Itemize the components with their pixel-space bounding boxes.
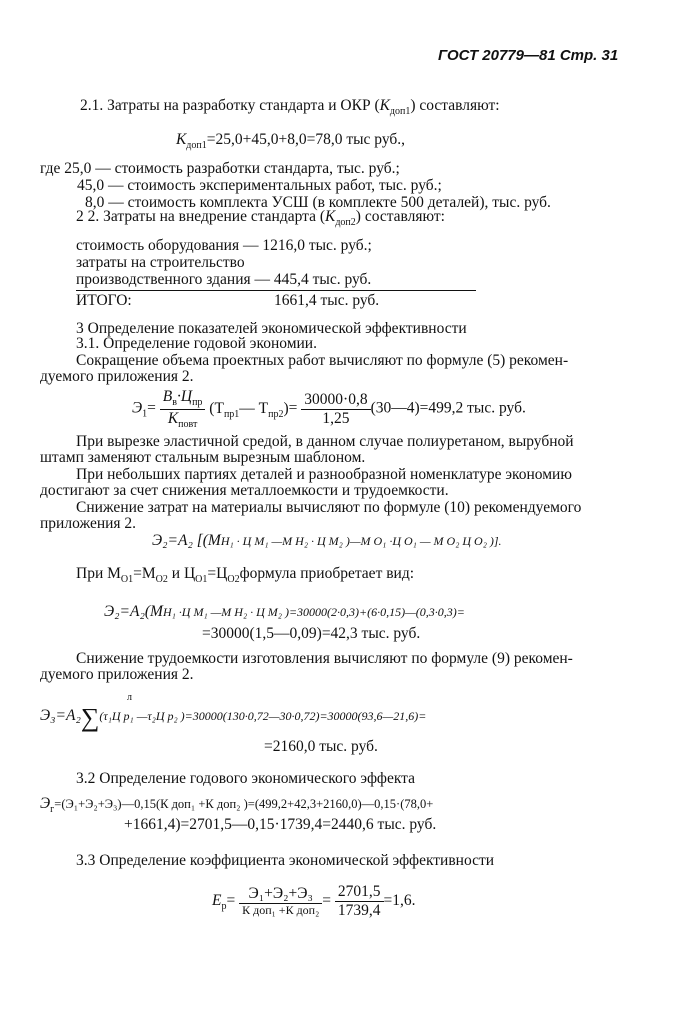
p5-a: При M <box>76 565 121 582</box>
e1-mid-open: (Т <box>209 399 224 417</box>
e1-mid-sub1 <box>224 409 239 420</box>
e5-lhs: Э <box>40 795 51 812</box>
e1-den-k: К <box>167 409 179 427</box>
e5-lhs-sub: г <box>50 804 55 815</box>
para-6a: Снижение трудоемкости изготовления вычисляют по формуле (9) рекомен- <box>76 650 573 667</box>
formula-k-sub-index: 1 <box>201 140 207 151</box>
formula-k-sub <box>186 140 206 151</box>
e1-mid-close: ) <box>283 399 289 417</box>
k-symbol: К <box>379 97 390 114</box>
e4-start: Э₃=A₂ <box>40 707 81 724</box>
p5-eq: =M <box>133 565 156 582</box>
equation-e6: $E_р=$ $\frac{\text{Э₁+Э₂+Э₃}}{\text{К доп₁ +К доп₂}}$ = $\frac{2701,5}{1739,4}$ =1,6. <box>212 883 416 919</box>
e6-result: =1,6. <box>383 891 416 909</box>
page-header: ГОСТ 20779—81 Стр. 31 <box>438 47 619 64</box>
equation-e5-line2: +1661,4)=2701,5—0,15·1739,4=2440,6 тыс. руб. <box>124 816 437 833</box>
equation-e4-line1 <box>40 703 426 733</box>
equation-e1: $Э_1=$ $\frac{B_в\cdot Ц_{пр}}{К_{повт}}$ ($Т_{пр1}—$ $Т_{пр2})=$ $\frac{30000\cdot 0,8}{1,25}$ (30—4)=499,2 тыс. руб. <box>132 388 526 430</box>
e1-num-b: B <box>162 388 173 405</box>
e1-frac1-den <box>160 410 206 431</box>
e6-frac1-num: Э₁+Э₂+Э₃ <box>239 885 322 904</box>
equation-e3-line1 <box>104 603 465 621</box>
e1-lhs-index: 1 <box>142 408 148 420</box>
para-4b: приложения 2. <box>40 515 137 532</box>
k-subscript-2 <box>335 217 355 228</box>
e1-frac2-num: 30000·0,8 <box>301 391 370 410</box>
intro-text: 2.1. Затраты на разработку стандарта и ОКР ( <box>80 97 380 114</box>
e1-mid <box>209 399 289 420</box>
p5-sub2-text: О <box>155 574 163 585</box>
formula-rest: =25,0+45,0+8,0=78,0 тыс руб., <box>206 131 406 148</box>
e1-num-b-sub: в <box>172 397 177 408</box>
p5-sub4-index: 2 <box>234 574 240 585</box>
para-5 <box>76 565 414 586</box>
equation-e3-line2: =30000(1,5—0,09)=42,3 тыс. руб. <box>202 625 421 642</box>
e1-lhs: Э <box>132 399 143 417</box>
para-6b: дуемого приложения 2. <box>40 666 194 683</box>
p5-eq2: =Ц <box>207 565 228 582</box>
e5-rest: =(Э₁+Э₂+Э₃)—0,15(К доп₁ +К доп₂ )=(499,2+42,3+2160,0)—0,15·(78,0+ <box>54 797 434 811</box>
para-3b: достигают за счет снижения металлоемкости и трудоемкости. <box>40 482 449 499</box>
section-3-1: 3.1. Определение годовой экономии. <box>76 335 317 352</box>
p5-sub2 <box>156 574 168 585</box>
intro-end: ) составляют: <box>410 97 500 114</box>
k-subscript <box>390 106 410 117</box>
p5-sub3-text: О <box>195 574 203 585</box>
p5-sub2-index: 2 <box>162 574 168 585</box>
p5-sub1-index: 1 <box>128 574 134 585</box>
k-symbol-2: К <box>325 208 336 225</box>
para-1b: дуемого приложения 2. <box>40 368 194 385</box>
total-value: 1661,4 тыс. руб. <box>274 292 380 309</box>
cost-row-construction: затраты на строительство <box>76 254 245 271</box>
sum-icon: ∑ <box>80 703 100 732</box>
section-3-2: 3.2 Определение годового экономического эффекта <box>76 770 415 787</box>
e1-rest: (30—4)=499,2 тыс. руб. <box>370 399 526 417</box>
e1-mid-sub2-index: 2 <box>278 408 284 420</box>
e1-fraction-1 <box>160 388 206 430</box>
e6-lhs-sub: р <box>221 900 227 912</box>
e1-frac1-num <box>160 388 206 410</box>
p5-end: формула приобретает вид: <box>239 565 415 582</box>
e1-mid-sub2-text: пр <box>268 408 279 420</box>
para-1a: Сокращение объема проектных работ вычисляют по формуле (5) рекомен- <box>76 352 569 369</box>
e1-den-k-sub: повт <box>178 418 198 430</box>
e2-tail: Н₁ · Ц М₁ —M Н₂ · Ц М₂ )—M О₁ ·Ц О₁ — M О₂ Ц О₂ )]. <box>220 534 502 548</box>
e3-tail: Н₁ ·Ц М₁ —M Н₂ · Ц М₂ )=30000(2·0,3)+(6·0,15)—(0,3·0,3)= <box>162 605 465 619</box>
cost-row-equipment: стоимость оборудования — 1216,0 тыс. руб.; <box>76 237 372 254</box>
where-line-3: 8,0 — стоимость комплекта УСШ (в комплекте 500 деталей), тыс. руб. <box>85 194 551 211</box>
e2-start: Э₂=A₂ [(M <box>152 532 221 549</box>
section-3-title: 3 Определение показателей экономической эффективности <box>76 320 467 337</box>
p5-sub4 <box>227 574 239 585</box>
k2-sub-index: 2 <box>350 217 356 228</box>
e6-fraction-1 <box>239 885 322 918</box>
para-4a: Снижение затрат на материалы вычисляют по формуле (10) рекомендуемого <box>76 499 582 516</box>
e3-start: Э₂=A₂(M <box>104 603 163 620</box>
e6-lhs: E <box>212 891 222 909</box>
cost-row-building: производственного здания — 445,4 тыс. руб. <box>76 271 372 288</box>
section-3-3: 3.3 Определение коэффициента экономической эффективности <box>76 852 495 869</box>
e1-fraction-2 <box>301 391 370 428</box>
e1-num-c: ·Ц <box>176 388 193 405</box>
intro-text-2: 2 2. Затраты на внедрение стандарта ( <box>76 208 326 225</box>
e4-body: (τ₁Ц р₁ —τ₂Ц р₂ )=30000(130·0,72—30·0,72)=30000(93,6—21,6)= <box>99 709 427 723</box>
where-line-2: 45,0 — стоимость экспериментальных работ, тыс. руб.; <box>77 177 442 194</box>
e1-num-c-sub: пр <box>192 397 203 408</box>
e1-frac2-den: 1,25 <box>322 409 350 427</box>
k-subscript-index: 1 <box>405 106 411 117</box>
p5-sub4-text: О <box>227 574 235 585</box>
e1-mid-sub2 <box>268 409 283 420</box>
equation-e4-line2: =2160,0 тыс. руб. <box>264 738 378 755</box>
where-line-1: где 25,0 — стоимость разработки стандарта, тыс. руб.; <box>40 160 400 177</box>
intro-end-2: ) составляют: <box>355 208 445 225</box>
e1-mid-minus: — Т <box>239 399 269 417</box>
para-2a: При вырезке эластичной средой, в данном случае полиуретаном, вырубной <box>76 433 574 450</box>
total-label: ИТОГО: <box>76 292 132 309</box>
formula-k-sub-text: доп <box>186 140 202 151</box>
para-2b: штамп заменяют стальным вырезным шаблоном. <box>40 449 366 466</box>
e1-mid-sub1-index: 1 <box>234 408 240 420</box>
para-3a: При небольших партиях деталей и разнообразной номенклатуре экономию <box>76 466 572 483</box>
equation-e2 <box>152 532 502 550</box>
e1-mid-sub1-text: пр <box>223 408 235 420</box>
section-2-2-intro <box>76 208 445 229</box>
e6-fraction-2 <box>335 883 384 920</box>
k2-sub-text: доп <box>335 217 351 228</box>
p5-and: и Ц <box>167 565 196 582</box>
p5-sub1 <box>121 574 133 585</box>
p5-sub1-text: О <box>120 574 129 585</box>
p5-sub3 <box>195 574 207 585</box>
p5-sub3-index: 1 <box>202 574 208 585</box>
sum-superscript: л <box>127 692 132 703</box>
total-rule <box>76 290 476 291</box>
formula-k: К <box>176 131 187 148</box>
e6-frac2-den: 1739,4 <box>337 901 381 919</box>
formula-k-dop1 <box>176 131 405 152</box>
k-subscript-text: доп <box>389 106 406 117</box>
equation-e5-line1 <box>40 795 433 816</box>
e6-frac1-den: К доп₁ +К доп₂ <box>242 902 320 917</box>
e6-frac2-num: 2701,5 <box>335 883 384 902</box>
section-2-1-intro <box>80 97 500 118</box>
